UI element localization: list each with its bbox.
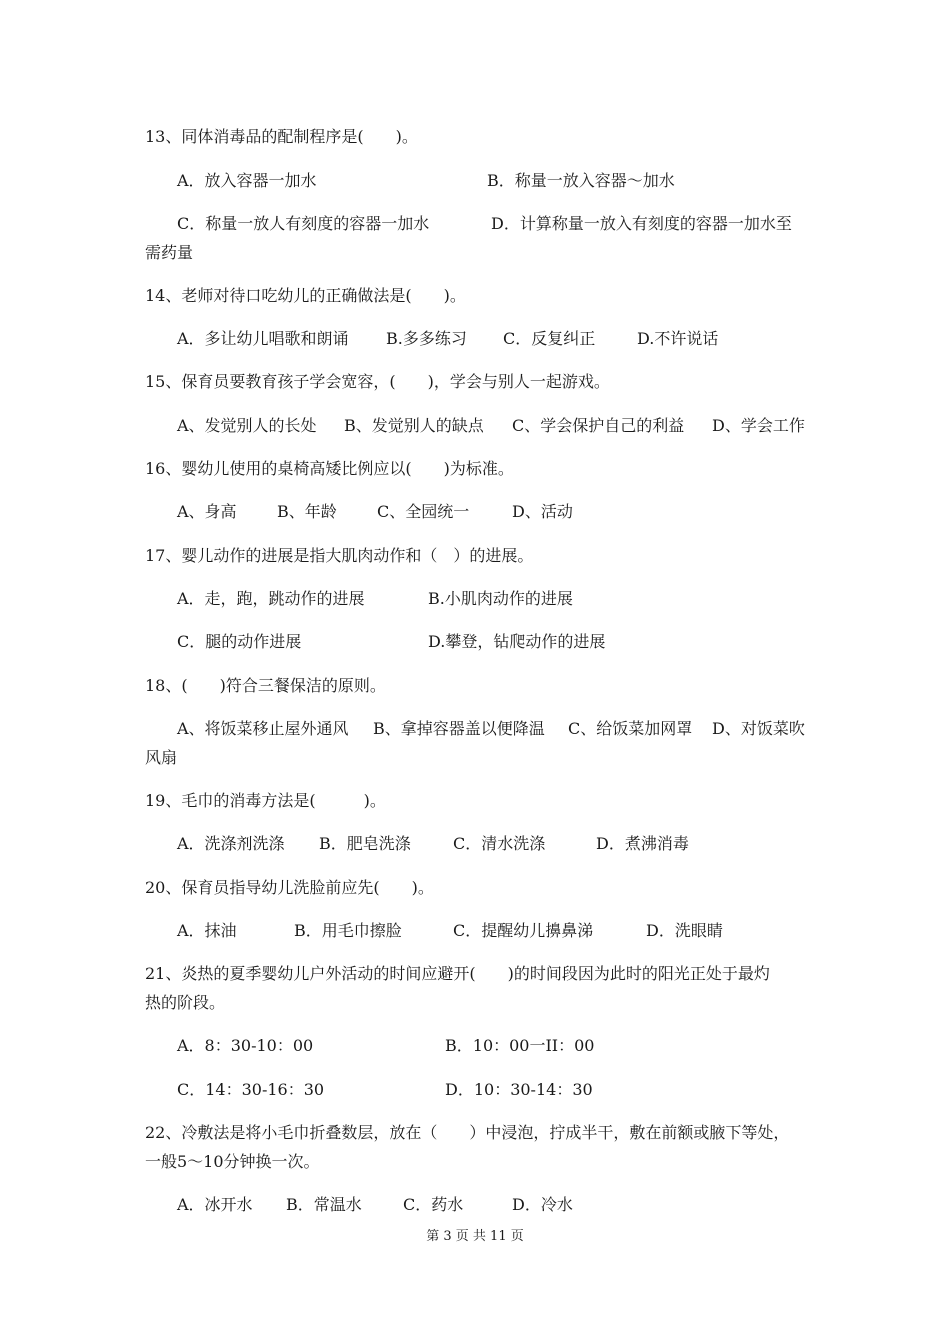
question-22-stem-line-2: 一般5～10分钟换一次。 bbox=[145, 1152, 320, 1171]
question-22-option-b: B．常温水 bbox=[286, 1195, 362, 1214]
question-22-stem-line-1: 22、冷敷法是将小毛巾折叠数层，放在（ ）中浸泡，拧成半干，敷在前额或腋下等处， bbox=[145, 1123, 790, 1142]
question-21-option-c: C．14：30-16：30 bbox=[177, 1080, 325, 1099]
question-14-option-a: A．多让幼儿唱歌和朗诵 bbox=[177, 329, 349, 348]
question-17-option-c: C．腿的动作进展 bbox=[177, 632, 302, 651]
question-16-option-c: C、全园统一 bbox=[377, 502, 470, 521]
question-17-option-b: B.小肌肉动作的进展 bbox=[428, 589, 573, 608]
question-21-option-b: B．10：00一II：00 bbox=[445, 1036, 595, 1055]
question-15-option-a: A、发觉别人的长处 bbox=[177, 416, 317, 435]
question-16-option-d: D、活动 bbox=[512, 502, 573, 521]
question-13-option-d-cont: 需药量 bbox=[145, 243, 194, 262]
question-13-option-a: A．放入容器一加水 bbox=[177, 171, 317, 190]
question-15-option-c: C、学会保护自己的利益 bbox=[512, 416, 685, 435]
question-21-stem-line-1: 21、炎热的夏季婴幼儿户外活动的时间应避开( )的时间段因为此时的阳光正处于最灼 bbox=[145, 964, 770, 983]
question-14-stem: 14、老师对待口吃幼儿的正确做法是( )。 bbox=[145, 286, 466, 305]
question-16-option-a: A、身高 bbox=[177, 502, 237, 521]
question-20-stem: 20、保育员指导幼儿洗脸前应先( )。 bbox=[145, 878, 434, 897]
question-13-option-b: B．称量一放入容器～加水 bbox=[487, 171, 675, 190]
page-footer: 第 3 页 共 11 页 bbox=[426, 1229, 524, 1244]
question-21-option-d: D．10：30-14：30 bbox=[445, 1080, 593, 1099]
question-16-stem: 16、婴幼儿使用的桌椅高矮比例应以( )为标准。 bbox=[145, 459, 514, 478]
question-22-option-c: C．药水 bbox=[403, 1195, 464, 1214]
question-16-option-b: B、年龄 bbox=[277, 502, 337, 521]
question-21-option-a: A．8：30-10：00 bbox=[177, 1036, 314, 1055]
question-20-option-c: C．提醒幼儿擤鼻涕 bbox=[453, 921, 594, 940]
question-18-option-d-cont: 风扇 bbox=[145, 748, 178, 767]
question-15-option-d: D、学会工作 bbox=[712, 416, 805, 435]
question-15-option-b: B、发觉别人的缺点 bbox=[344, 416, 484, 435]
question-22-option-a: A．冰开水 bbox=[177, 1195, 253, 1214]
question-15-stem: 15、保育员要教育孩子学会宽容，( )，学会与别人一起游戏。 bbox=[145, 372, 610, 391]
question-17-stem: 17、婴儿动作的进展是指大肌肉动作和（ ）的进展。 bbox=[145, 546, 534, 565]
question-14-option-b: B.多多练习 bbox=[386, 329, 467, 348]
question-19-option-d: D．煮沸消毒 bbox=[596, 834, 689, 853]
question-13-option-d: D．计算称量一放入有刻度的容器一加水至 bbox=[491, 214, 792, 233]
question-13-stem: 13、同体消毒品的配制程序是( )。 bbox=[145, 127, 418, 146]
question-20-option-d: D．洗眼睛 bbox=[646, 921, 723, 940]
question-19-option-c: C．清水洗涤 bbox=[453, 834, 546, 853]
question-19-option-a: A．洗涤剂洗涤 bbox=[177, 834, 285, 853]
question-17-option-a: A．走，跑，跳动作的进展 bbox=[177, 589, 365, 608]
question-21-stem-line-2: 热的阶段。 bbox=[145, 993, 226, 1012]
question-19-stem: 19、毛巾的消毒方法是( )。 bbox=[145, 791, 386, 810]
question-19-option-b: B．肥皂洗涤 bbox=[319, 834, 411, 853]
question-18-stem: 18、( )符合三餐保洁的原则。 bbox=[145, 676, 386, 695]
question-18-option-a: A、将饭菜移止屋外通风 bbox=[177, 719, 349, 738]
question-17-option-d: D.攀登，钻爬动作的进展 bbox=[428, 632, 606, 651]
question-18-option-b: B、拿掉容器盖以便降温 bbox=[373, 719, 545, 738]
question-18-option-d: D、对饭菜吹 bbox=[712, 719, 805, 738]
question-14-option-d: D.不许说话 bbox=[637, 329, 719, 348]
question-22-option-d: D．冷水 bbox=[512, 1195, 573, 1214]
question-18-option-c: C、给饭菜加网罩 bbox=[568, 719, 693, 738]
question-13-option-c: C．称量一放人有刻度的容器一加水 bbox=[177, 214, 430, 233]
question-20-option-b: B．用毛巾擦脸 bbox=[294, 921, 402, 940]
question-20-option-a: A．抹油 bbox=[177, 921, 237, 940]
question-14-option-c: C．反复纠正 bbox=[503, 329, 596, 348]
